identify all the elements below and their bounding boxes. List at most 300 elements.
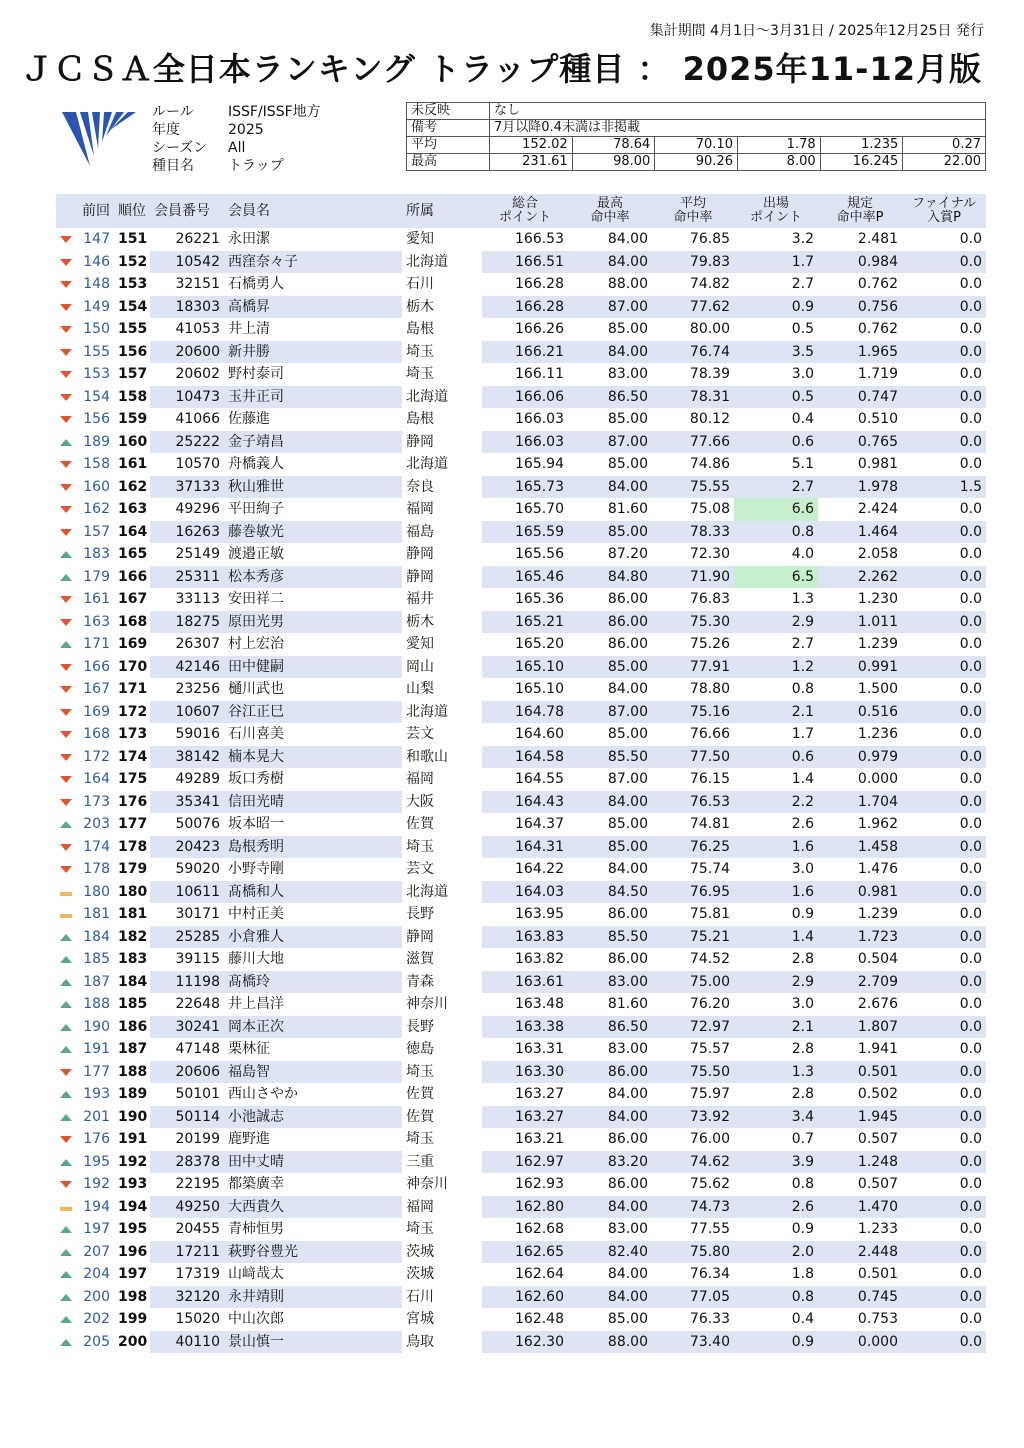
prefecture-cell: 北海道 (406, 456, 448, 473)
member-name-cell: 新井勝 (224, 341, 402, 364)
regulation-hit-rate-cell: 1.239 (857, 636, 898, 653)
prefecture-cell: 埼玉 (406, 343, 434, 360)
table-row (56, 431, 986, 454)
rank-cell: 163 (118, 501, 148, 518)
prev-rank-cell: 190 (83, 1018, 110, 1035)
best-hit-rate-cell: 85.00 (607, 456, 648, 473)
final-award-points-cell: 0.0 (959, 321, 982, 338)
regulation-hit-rate-cell: 1.458 (818, 836, 902, 859)
triangle-down-icon (60, 709, 72, 716)
final-award-points-cell: 0.0 (902, 1151, 986, 1174)
regulation-hit-rate-cell: 0.765 (818, 431, 902, 454)
average-value: 1.78 (737, 137, 820, 154)
trend-cell (56, 228, 78, 251)
prev-rank-cell: 148 (83, 276, 110, 293)
prefecture-cell: 佐賀 (406, 1108, 434, 1125)
meta-key: 種目名 (152, 158, 194, 174)
avg-hit-rate-cell: 74.81 (689, 816, 730, 833)
rank-cell: 188 (118, 1063, 148, 1080)
member-name-cell: 西山さやか (228, 1086, 298, 1103)
table-row (56, 858, 986, 881)
member-id-cell: 50114 (150, 1106, 224, 1129)
member-name-cell: 景山慎一 (224, 1331, 402, 1354)
rank-cell: 165 (118, 546, 148, 563)
member-id-cell: 10570 (175, 456, 220, 473)
best-hit-rate-cell: 84.00 (568, 1106, 652, 1129)
best-hit-rate-cell: 85.00 (568, 836, 652, 859)
rank-cell: 192 (118, 1153, 148, 1170)
appearance-points-cell: 1.3 (791, 591, 814, 608)
prev-rank-cell: 184 (83, 928, 110, 945)
rank-cell: 157 (118, 366, 148, 383)
total-points-cell: 166.28 (515, 276, 564, 293)
appearance-points-cell: 2.7 (791, 276, 814, 293)
ranking-meta (152, 103, 321, 175)
total-points-cell: 165.10 (482, 656, 568, 679)
prefecture-cell: 宮城 (406, 1311, 434, 1328)
trend-cell (56, 768, 78, 791)
rank-cell: 166 (118, 568, 148, 585)
total-points-cell: 165.46 (482, 566, 568, 589)
regulation-hit-rate-cell: 0.756 (818, 296, 902, 319)
table-row (56, 566, 986, 589)
triangle-up-icon (60, 439, 72, 446)
trend-cell (56, 791, 78, 814)
regulation-hit-rate-cell: 1.500 (857, 681, 898, 698)
best-hit-rate-cell: 86.50 (568, 1016, 652, 1039)
table-row (56, 543, 986, 566)
prev-rank-cell: 146 (83, 253, 110, 270)
prev-rank-cell: 173 (83, 793, 110, 810)
regulation-hit-rate-cell: 0.747 (818, 386, 902, 409)
average-value: 1.235 (820, 137, 903, 154)
table-row (56, 836, 986, 859)
avg-hit-rate-cell: 75.16 (652, 701, 734, 724)
table-row (56, 723, 986, 746)
triangle-down-icon (60, 349, 72, 356)
avg-hit-rate-cell: 76.74 (652, 341, 734, 364)
best-hit-rate-cell: 87.00 (568, 701, 652, 724)
prefecture-cell: 神奈川 (406, 1176, 448, 1193)
member-id-cell: 11198 (150, 971, 224, 994)
final-award-points-cell: 0.0 (959, 366, 982, 383)
prefecture-cell: 島根 (406, 411, 434, 428)
triangle-up-icon (60, 1226, 72, 1233)
rank-cell: 162 (118, 478, 148, 495)
prefecture-cell: 長野 (406, 1018, 434, 1035)
triangle-up-icon (60, 1001, 72, 1008)
rank-cell: 171 (118, 681, 148, 698)
appearance-points-cell: 2.1 (734, 1016, 818, 1039)
trend-cell (56, 1151, 78, 1174)
avg-hit-rate-cell: 76.15 (689, 771, 730, 788)
avg-hit-rate-cell: 76.53 (652, 791, 734, 814)
member-id-cell: 32151 (175, 276, 220, 293)
header-line: 最高 (596, 196, 623, 211)
trend-cell (56, 971, 78, 994)
note-label: 備考 (407, 120, 490, 137)
prefecture-cell: 福岡 (406, 501, 434, 518)
trend-cell (56, 678, 78, 701)
avg-hit-rate-cell: 74.82 (689, 276, 730, 293)
prev-rank-header: 前回 (78, 194, 114, 228)
total-points-cell: 162.68 (515, 1221, 564, 1238)
best-hit-rate-cell: 86.00 (607, 906, 648, 923)
total-points-cell: 166.21 (482, 341, 568, 364)
total-points-cell: 164.03 (482, 881, 568, 904)
best-hit-rate-cell: 87.00 (568, 431, 652, 454)
avg-hit-rate-cell: 72.97 (652, 1016, 734, 1039)
final-award-points-cell: 0.0 (902, 341, 986, 364)
member-id-cell: 25222 (150, 431, 224, 454)
rank-cell: 158 (118, 388, 148, 405)
rank-cell: 159 (118, 411, 148, 428)
appearance-points-cell: 6.5 (734, 566, 818, 589)
table-row (56, 881, 986, 904)
total-points-cell: 166.51 (482, 251, 568, 274)
prev-rank-cell: 202 (83, 1311, 110, 1328)
triangle-down-icon (60, 754, 72, 761)
avg-hit-rate-cell: 76.00 (689, 1131, 730, 1148)
max-value: 98.00 (572, 154, 655, 171)
trend-cell (56, 1286, 78, 1309)
member-name-cell: 渡邉正敏 (228, 546, 284, 563)
total-points-cell: 165.36 (515, 591, 564, 608)
final-award-points-cell: 0.0 (902, 971, 986, 994)
appearance-points-cell: 0.5 (734, 386, 818, 409)
table-row (56, 768, 986, 791)
member-id-cell: 23256 (175, 681, 220, 698)
rank-cell: 186 (118, 1018, 148, 1035)
member-name-cell: 鹿野進 (228, 1131, 270, 1148)
appearance-points-cell: 3.5 (734, 341, 818, 364)
final-award-points-cell: 0.0 (959, 276, 982, 293)
total-points-cell: 163.83 (482, 926, 568, 949)
trend-cell (56, 1331, 78, 1354)
total-points-cell: 163.27 (515, 1086, 564, 1103)
triangle-down-icon (60, 619, 72, 626)
regulation-hit-rate-cell: 0.762 (857, 321, 898, 338)
trend-cell (56, 543, 78, 566)
avg-hit-rate-cell: 80.12 (689, 411, 730, 428)
trend-cell (56, 948, 78, 971)
member-id-cell: 25311 (150, 566, 224, 589)
prev-rank-cell: 201 (83, 1108, 110, 1125)
total-points-cell: 164.58 (482, 746, 568, 769)
final-award-points-cell: 0.0 (959, 1311, 982, 1328)
table-row (56, 813, 986, 836)
unreflected-value: なし (490, 103, 986, 120)
trend-cell (56, 1106, 78, 1129)
trend-cell (56, 1241, 78, 1264)
best-hit-rate-cell: 84.00 (568, 1286, 652, 1309)
best-hit-rate-cell: 84.00 (607, 1086, 648, 1103)
member-name-cell: 小池誠志 (224, 1106, 402, 1129)
prefecture-cell: 埼玉 (406, 1063, 434, 1080)
avg-hit-rate-cell: 75.57 (689, 1041, 730, 1058)
table-row (56, 341, 986, 364)
appearance-points-cell: 0.5 (791, 321, 814, 338)
rank-cell: 155 (118, 321, 148, 338)
max-value: 22.00 (903, 154, 986, 171)
member-id-cell: 39115 (175, 951, 220, 968)
table-row (56, 1038, 986, 1061)
table-row (56, 1263, 986, 1286)
trend-cell (56, 881, 78, 904)
final-award-points-cell: 0.0 (959, 816, 982, 833)
final-award-points-cell: 0.0 (902, 701, 986, 724)
regulation-hit-rate-cell: 1.470 (818, 1196, 902, 1219)
prefecture-cell: 茨城 (406, 1266, 434, 1283)
final-award-points-cell: 0.0 (902, 386, 986, 409)
triangle-down-icon (60, 866, 72, 873)
best-hit-rate-cell: 86.00 (607, 951, 648, 968)
best-hit-rate-cell: 84.00 (607, 681, 648, 698)
appearance-points-cell: 0.6 (734, 746, 818, 769)
final-award-points-cell: 0.0 (959, 951, 982, 968)
triangle-down-icon (60, 529, 72, 536)
trend-cell (56, 1016, 78, 1039)
avg-hit-rate-cell: 76.83 (689, 591, 730, 608)
best-hit-rate-cell: 81.60 (607, 501, 648, 518)
table-header (56, 194, 986, 228)
member-id-cell: 25149 (175, 546, 220, 563)
appearance-points-cell: 3.9 (734, 1151, 818, 1174)
max-value: 90.26 (655, 154, 738, 171)
best-hit-rate-cell: 85.00 (607, 321, 648, 338)
trend-cell (56, 633, 78, 656)
member-name-cell: 島根秀明 (224, 836, 402, 859)
rank-cell: 164 (118, 523, 148, 540)
final-award-points-cell: 0.0 (959, 1221, 982, 1238)
member-name-header: 会員名 (224, 194, 402, 228)
rank-cell: 196 (118, 1243, 148, 1260)
best-hit-rate-cell: 84.00 (607, 861, 648, 878)
final-award-points-cell: 0.0 (902, 1241, 986, 1264)
prev-rank-cell: 149 (83, 298, 110, 315)
final-award-points-cell: 1.5 (902, 476, 986, 499)
table-row (56, 633, 986, 656)
prefecture-cell: 埼玉 (406, 838, 434, 855)
rank-cell: 174 (118, 748, 148, 765)
prev-rank-cell: 172 (83, 748, 110, 765)
triangle-up-icon (60, 574, 72, 581)
avg-hit-rate-cell: 74.52 (689, 951, 730, 968)
best-hit-rate-cell: 86.00 (607, 1176, 648, 1193)
appearance-points-cell: 1.2 (734, 656, 818, 679)
regulation-hit-rate-cell: 1.236 (857, 726, 898, 743)
trend-cell (56, 723, 78, 746)
rank-cell: 152 (118, 253, 148, 270)
triangle-down-icon (60, 731, 72, 738)
prefecture-cell: 埼玉 (406, 1131, 434, 1148)
regulation-hit-rate-cell: 0.510 (857, 411, 898, 428)
prev-rank-cell: 185 (83, 951, 110, 968)
prefecture-cell: 長野 (406, 906, 434, 923)
member-name-cell: 山﨑哉太 (228, 1266, 284, 1283)
member-id-cell: 41053 (175, 321, 220, 338)
final-award-points-cell: 0.0 (959, 1041, 982, 1058)
final-award-points-cell: 0.0 (902, 566, 986, 589)
regulation-hit-rate-cell: 0.504 (857, 951, 898, 968)
prefecture-cell: 栃木 (406, 298, 434, 315)
avg-hit-rate-header (652, 194, 734, 228)
header-line: 命中率 (590, 210, 630, 225)
table-row (56, 701, 986, 724)
prefecture-cell: 島根 (406, 321, 434, 338)
final-award-points-cell: 0.0 (902, 296, 986, 319)
member-name-cell: 藤巻敏光 (224, 521, 402, 544)
regulation-hit-rate-cell: 0.000 (857, 771, 898, 788)
prev-rank-cell: 207 (83, 1243, 110, 1260)
prev-rank-cell: 189 (83, 433, 110, 450)
header-line: 平均 (679, 196, 706, 211)
appearance-points-cell: 1.6 (734, 881, 818, 904)
member-name-cell: 藤川大地 (228, 951, 284, 968)
total-points-cell: 165.59 (482, 521, 568, 544)
max-value: 8.00 (737, 154, 820, 171)
prev-rank-cell: 174 (83, 838, 110, 855)
avg-hit-rate-cell: 75.50 (652, 1061, 734, 1084)
avg-hit-rate-cell: 77.62 (652, 296, 734, 319)
trend-cell (56, 273, 78, 296)
table-row (56, 1083, 986, 1106)
member-id-cell: 25285 (150, 926, 224, 949)
total-points-cell: 163.61 (482, 971, 568, 994)
final-award-header (902, 194, 986, 228)
rank-cell: 183 (118, 951, 148, 968)
prefecture-cell: 大阪 (406, 793, 434, 810)
table-row (56, 926, 986, 949)
prefecture-cell: 北海道 (406, 388, 448, 405)
triangle-down-icon (60, 844, 72, 851)
appearance-points-cell: 0.9 (791, 906, 814, 923)
table-row (56, 993, 986, 1016)
member-id-cell: 30171 (175, 906, 220, 923)
total-points-cell: 163.30 (482, 1061, 568, 1084)
table-row (56, 476, 986, 499)
member-id-cell: 26221 (175, 231, 220, 248)
member-id-cell: 47148 (175, 1041, 220, 1058)
prev-rank-cell: 181 (83, 906, 110, 923)
avg-hit-rate-cell: 76.85 (689, 231, 730, 248)
regulation-hit-rate-cell: 1.230 (857, 591, 898, 608)
final-award-points-cell: 0.0 (959, 231, 982, 248)
appearance-points-cell: 2.1 (734, 701, 818, 724)
final-award-points-cell: 0.0 (902, 836, 986, 859)
rank-cell: 182 (118, 928, 148, 945)
member-name-cell: 坂本昭一 (228, 816, 284, 833)
avg-hit-rate-cell: 76.25 (652, 836, 734, 859)
average-label: 平均 (407, 137, 490, 154)
trend-cell (56, 993, 78, 1016)
appearance-points-cell: 2.2 (734, 791, 818, 814)
avg-hit-rate-cell: 77.91 (652, 656, 734, 679)
prev-rank-cell: 155 (83, 343, 110, 360)
average-value: 70.10 (655, 137, 738, 154)
prev-rank-cell: 167 (83, 681, 110, 698)
prev-rank-cell: 188 (83, 996, 110, 1013)
prefecture-cell: 北海道 (406, 703, 448, 720)
avg-hit-rate-cell: 80.00 (689, 321, 730, 338)
member-name-cell: 大西貴久 (224, 1196, 402, 1219)
triangle-down-icon (60, 259, 72, 266)
member-name-cell: 田中丈晴 (224, 1151, 402, 1174)
final-award-points-cell: 0.0 (902, 1331, 986, 1354)
appearance-points-header (734, 194, 818, 228)
table-row (56, 273, 986, 296)
rank-cell: 168 (118, 613, 148, 630)
table-row (56, 903, 986, 926)
rank-cell: 161 (118, 456, 148, 473)
prev-rank-cell: 168 (83, 726, 110, 743)
member-id-cell: 32120 (150, 1286, 224, 1309)
prev-rank-cell: 191 (83, 1041, 110, 1058)
table-row (56, 791, 986, 814)
appearance-points-cell: 0.9 (734, 1331, 818, 1354)
regulation-hit-rate-cell: 1.704 (818, 791, 902, 814)
member-id-header: 会員番号 (150, 194, 224, 228)
final-award-points-cell: 0.0 (902, 1286, 986, 1309)
trend-cell (56, 611, 78, 634)
trend-cell (56, 386, 78, 409)
best-hit-rate-cell: 85.00 (607, 411, 648, 428)
final-award-points-cell: 0.0 (902, 431, 986, 454)
regulation-hit-rate-cell: 1.941 (857, 1041, 898, 1058)
header-line: 命中率 (673, 210, 713, 225)
best-hit-rate-cell: 84.00 (607, 1266, 648, 1283)
regulation-hit-rate-cell: 0.762 (857, 276, 898, 293)
total-points-cell: 166.53 (515, 231, 564, 248)
member-id-cell: 17211 (150, 1241, 224, 1264)
regulation-hit-rate-header (818, 194, 902, 228)
member-id-cell: 59020 (175, 861, 220, 878)
total-points-cell: 163.95 (515, 906, 564, 923)
prev-rank-cell: 164 (83, 771, 110, 788)
total-points-cell: 165.94 (515, 456, 564, 473)
trend-cell (56, 1218, 78, 1241)
page-title: ＪＣＳＡ全日本ランキング トラップ種目 ： 2025年11-12月版 (20, 50, 982, 88)
member-id-cell: 42146 (150, 656, 224, 679)
appearance-points-cell: 1.3 (734, 1061, 818, 1084)
appearance-points-cell: 0.6 (734, 431, 818, 454)
appearance-points-cell: 1.6 (734, 836, 818, 859)
member-id-cell: 38142 (150, 746, 224, 769)
prev-rank-cell: 154 (83, 388, 110, 405)
triangle-up-icon (60, 551, 72, 558)
prefecture-cell: 滋賀 (406, 951, 434, 968)
trend-cell (56, 296, 78, 319)
max-value: 16.245 (820, 154, 903, 171)
regulation-hit-rate-cell: 2.262 (818, 566, 902, 589)
appearance-points-cell: 3.4 (734, 1106, 818, 1129)
member-id-cell: 49296 (175, 501, 220, 518)
prev-rank-cell: 153 (83, 366, 110, 383)
prefecture-cell: 山梨 (406, 681, 434, 698)
triangle-down-icon (60, 394, 72, 401)
trend-cell (56, 431, 78, 454)
total-points-cell: 163.27 (482, 1106, 568, 1129)
meta-key: シーズン (152, 140, 208, 156)
table-row (56, 1286, 986, 1309)
regulation-hit-rate-cell: 1.807 (818, 1016, 902, 1039)
total-points-cell: 166.26 (515, 321, 564, 338)
final-award-points-cell: 0.0 (959, 501, 982, 518)
header-line: 命中率P (836, 210, 884, 225)
appearance-points-cell: 1.7 (734, 251, 818, 274)
table-row (56, 588, 986, 611)
member-id-cell: 20606 (150, 1061, 224, 1084)
